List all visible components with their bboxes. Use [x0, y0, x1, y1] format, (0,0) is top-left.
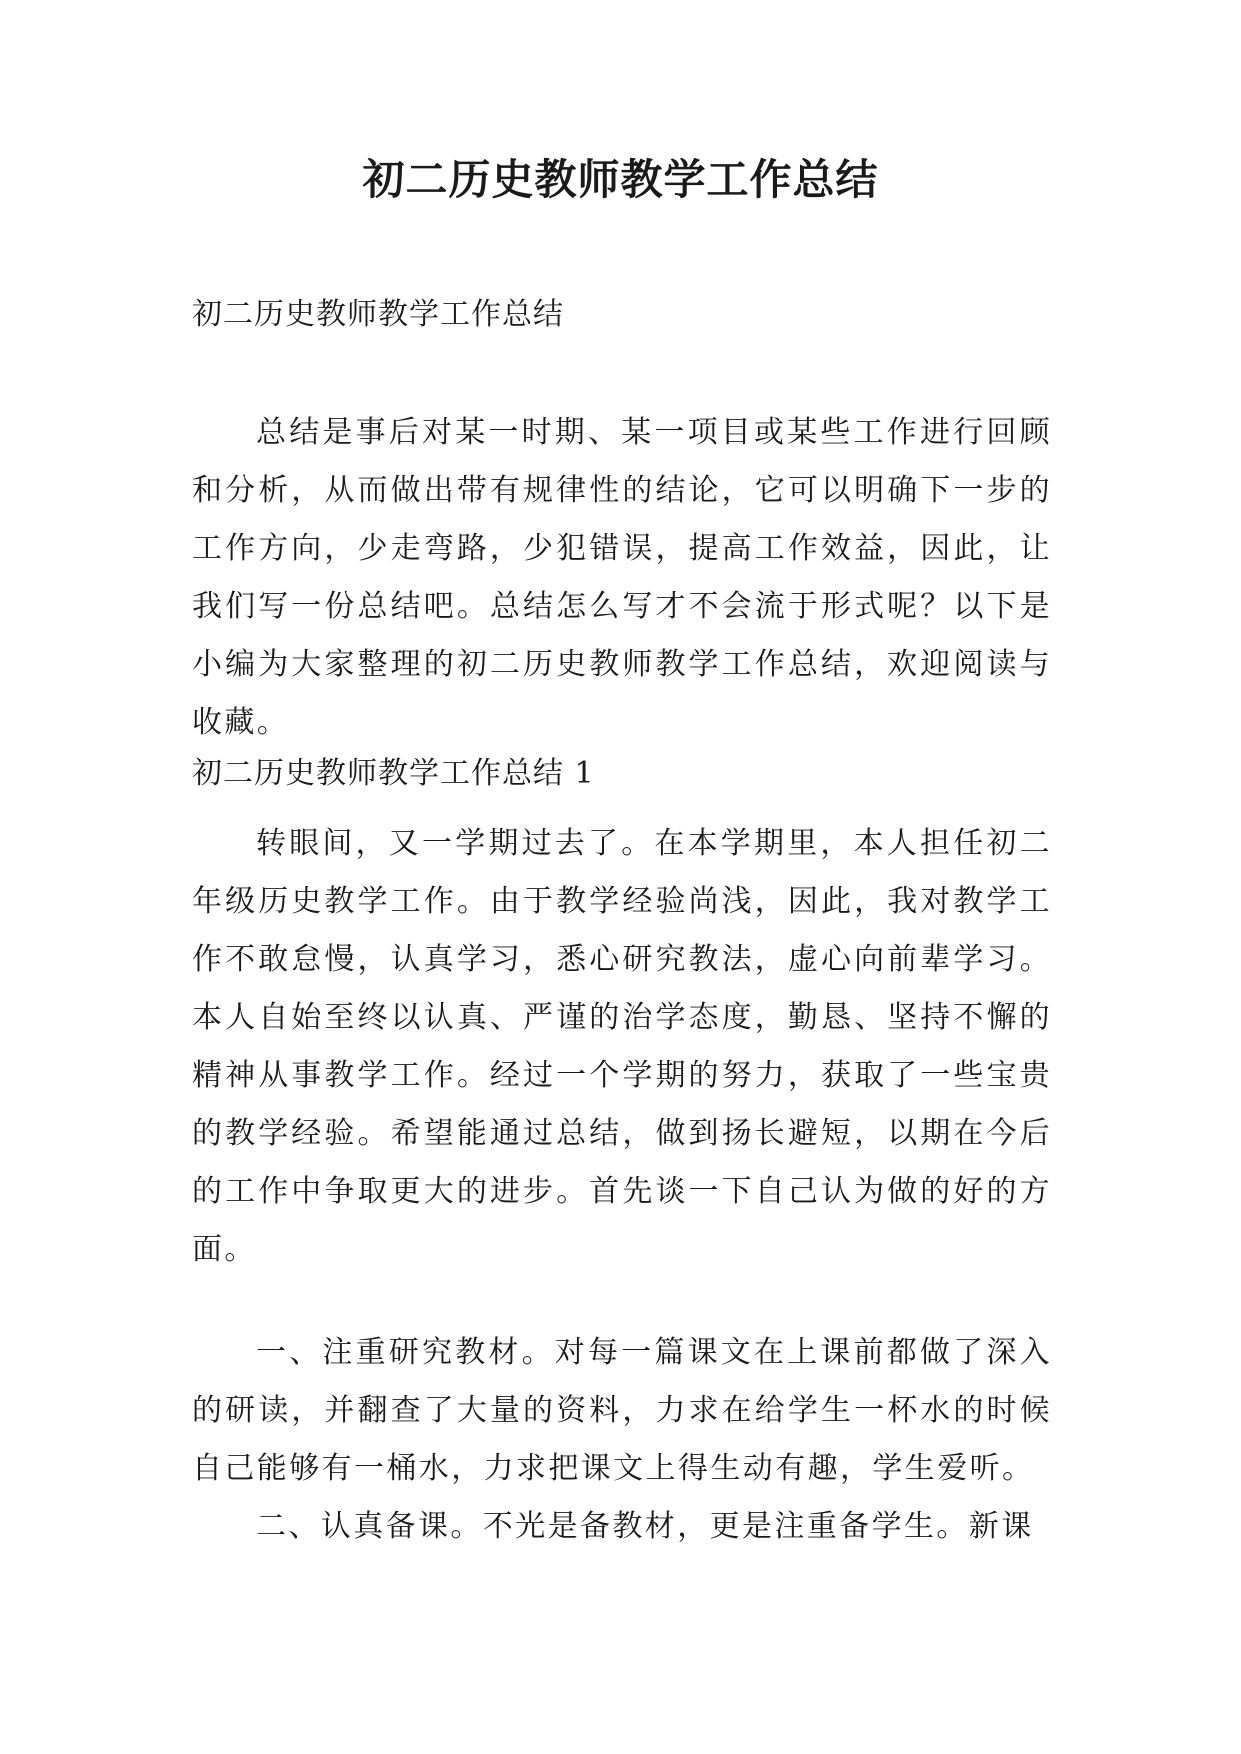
intro-paragraph: 总结是事后对某一时期、某一项目或某些工作进行回顾和分析，从而做出带有规律性的结论，它可以明确下一步的工作方向，少走弯路，少犯错误，提高工作效益，因此，让我们写一份总结吧。总结怎么写才不会流于形式呢？以下是小编为大家整理的初二历史教师教学工作总结，欢迎阅读与收藏。	[192, 415, 1052, 740]
document-subtitle: 初二历史教师教学工作总结	[192, 297, 564, 332]
body-paragraph: 二、认真备课。不光是备教材，更是注重备学生。新课	[256, 1509, 1034, 1544]
body-paragraph: 一、注重研究教材。对每一篇课文在上课前都做了深入的研读，并翻查了大量的资料，力求在给学生一杯水的时候自己能够有一桶水，力求把课文上得生动有趣，学生爱听。	[192, 1335, 1052, 1486]
body-paragraph: 转眼间，又一学期过去了。在本学期里，本人担任初二年级历史教学工作。由于教学经验尚浅，因此，我对教学工作不敢怠慢，认真学习，悉心研究教法，虚心向前辈学习。本人自始至终以认真、严谨的治学态度，勤恳、坚持不懈的精神从事教学工作。经过一个学期的努力，获取了一些宝贵的教学经验。希望能通过总结，做到扬长避短，以期在今后的工作中争取更大的进步。首先谈一下自己认为做的好的方面。	[192, 826, 1052, 1267]
section-heading: 初二历史教师教学工作总结 1	[192, 756, 595, 791]
document-title: 初二历史教师教学工作总结	[362, 155, 879, 204]
